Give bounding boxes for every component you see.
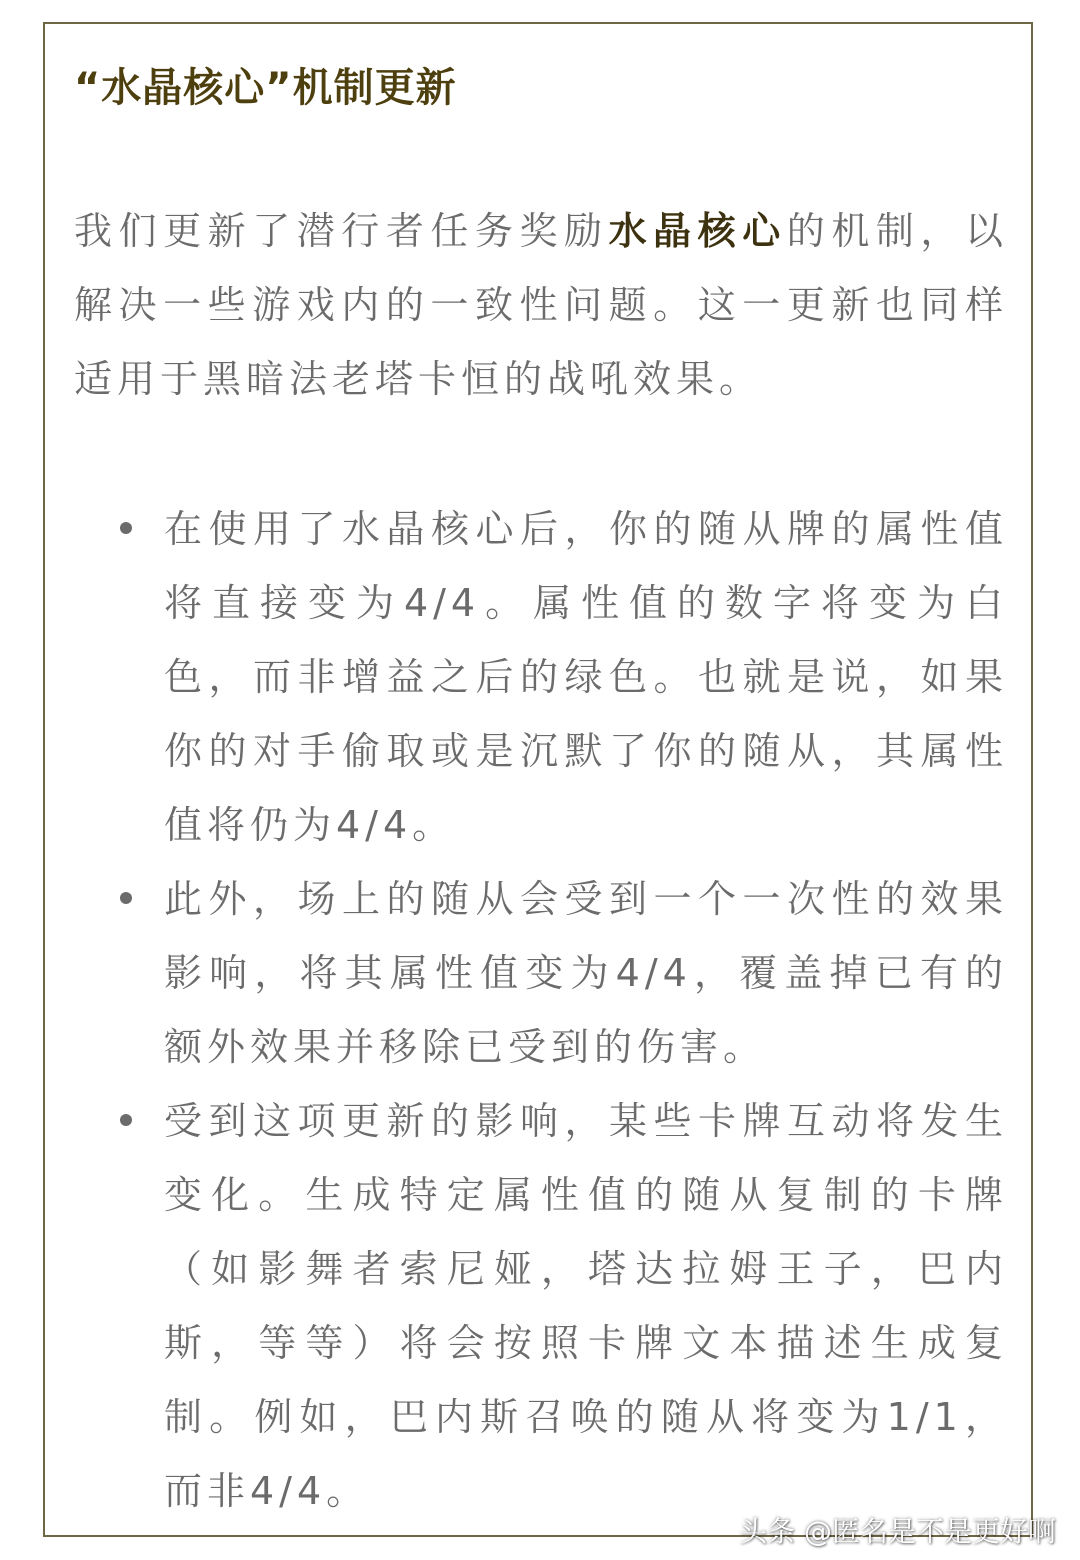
article-content: [74, 60, 1008, 1528]
list-item: [74, 492, 1008, 862]
bullet-dot-icon: [120, 522, 132, 534]
intro-text-end: 的机制，以解决一些游戏内的一致性问题。这一更新也同样适用于黑暗法老塔卡恒的战吼效果。: [74, 209, 1008, 401]
list-item: [74, 1084, 1008, 1528]
list-item-text: 在使用了水晶核心后，你的随从牌的属性值将直接变为4/4。属性值的数字将变为白色，而非增益之后的绿色。也就是说，如果你的对手偷取或是沉默了你的随从，其属性值将仍为4/4。: [164, 507, 1008, 847]
watermark: 头条 @匿名是不是更好啊: [739, 1515, 1056, 1548]
list-item-text: 此外，场上的随从会受到一个一次性的效果影响，将其属性值变为4/4，覆盖掉已有的额外效果并移除已受到的伤害。: [164, 877, 1008, 1069]
intro-paragraph: [74, 194, 1008, 416]
intro-text-start: 我们更新了潜行者任务奖励: [74, 209, 609, 253]
list-item-text: 受到这项更新的影响，某些卡牌互动将发生变化。生成特定属性值的随从复制的卡牌（如影舞者索尼娅，塔达拉姆王子，巴内斯，等等）将会按照卡牌文本描述生成复制。例如，巴内斯召唤的随从将变为1/1，而非4/4。: [164, 1099, 1008, 1513]
intro-highlight: 水晶核心: [608, 209, 787, 253]
article-title: “水晶核心”机制更新: [74, 65, 457, 111]
update-list: [74, 492, 1008, 1528]
bullet-dot-icon: [120, 1114, 132, 1126]
list-item: [74, 862, 1008, 1084]
bullet-dot-icon: [120, 892, 132, 904]
